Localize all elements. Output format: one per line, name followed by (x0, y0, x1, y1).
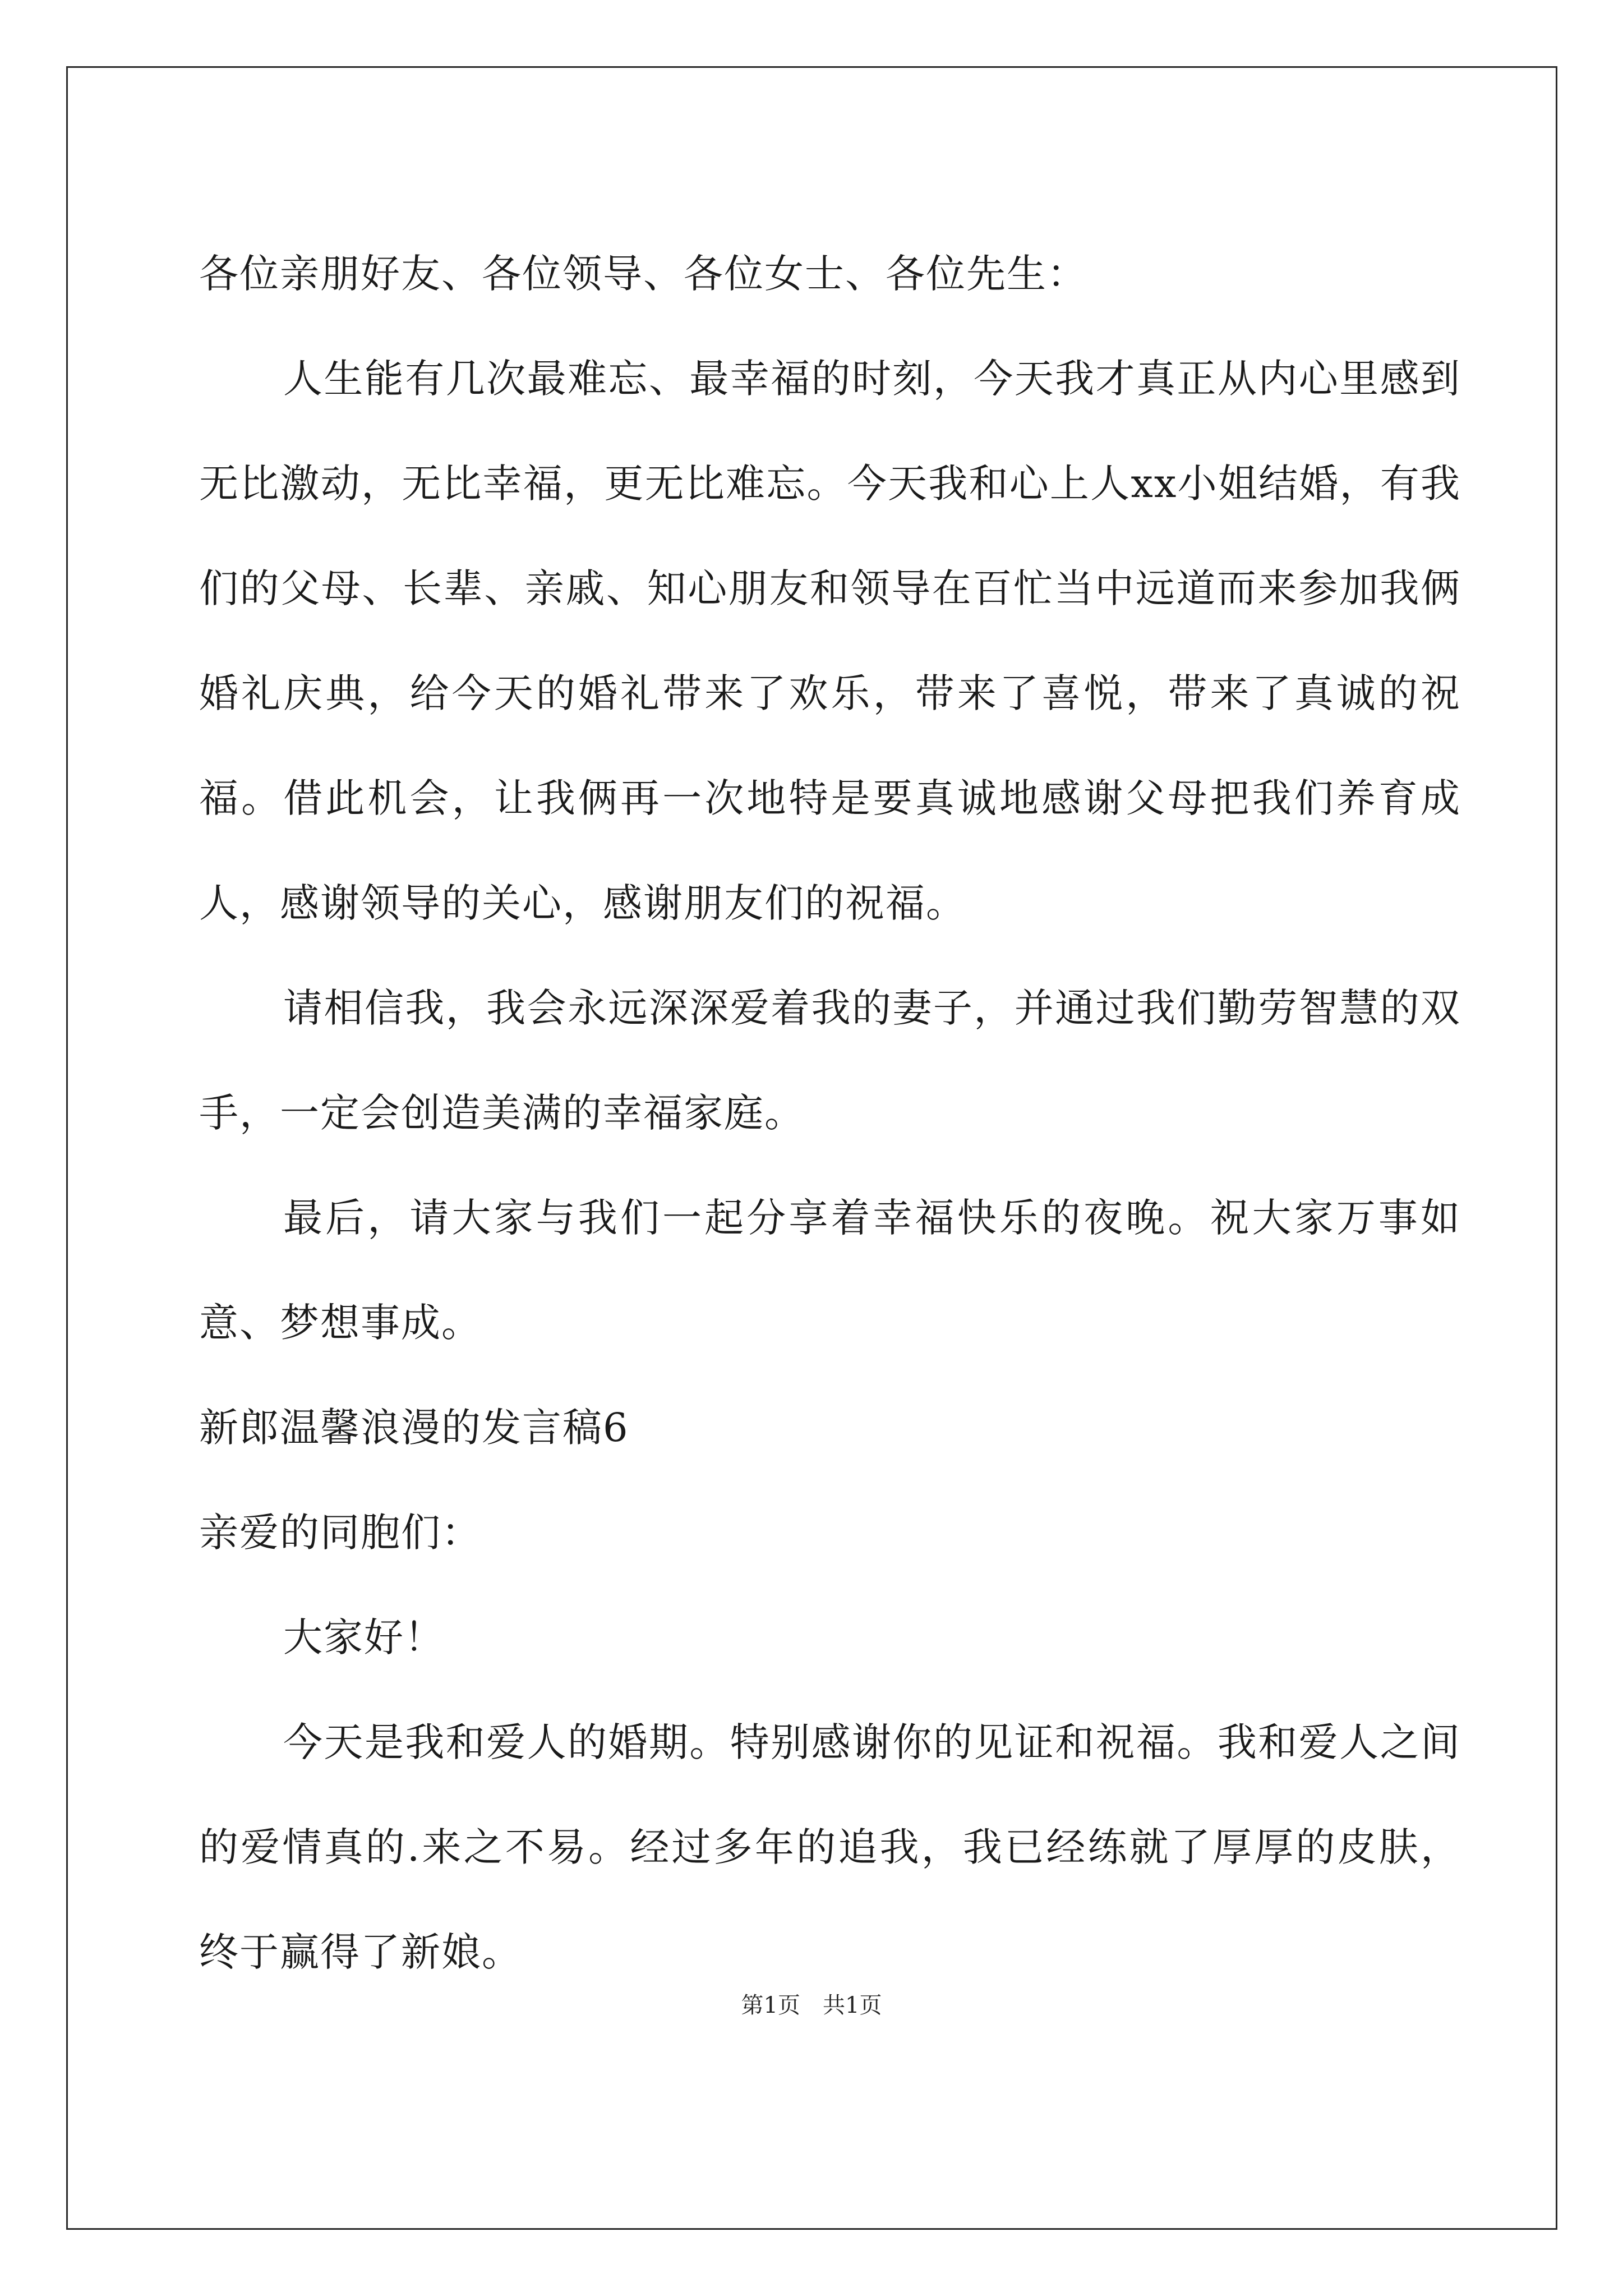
document-body (199, 222, 1461, 2005)
section-title: 新郎温馨浪漫的发言稿6 (199, 1405, 629, 1451)
paragraph-wedding-day: 今天是我和爱人的婚期。特别感谢你的见证和祝福。我和爱人之间的爱情真的.来之不易。经过多年的追我，我已经练就了厚厚的皮肤，终于赢得了新娘。 (199, 1719, 1461, 1975)
salutation-line: 各位亲朋好友、各位领导、各位女士、各位先生： (199, 251, 1087, 297)
greeting-line: 大家好！ (283, 1614, 445, 1660)
paragraph-closing: 最后，请大家与我们一起分享着幸福快乐的夜晚。祝大家万事如意、梦想事成。 (199, 1195, 1461, 1346)
page-number-footer: 第1页 共1页 (741, 1993, 882, 2018)
paragraph-gratitude: 人生能有几次最难忘、最幸福的时刻，今天我才真正从内心里感到无比激动，无比幸福，更无比难忘。今天我和心上人xx小姐结婚，有我们的父母、长辈、亲戚、知心朋友和领导在百忙当中远道而来参加我俩婚礼庆典，给今天的婚礼带来了欢乐，带来了喜悦，带来了真诚的祝福。借此机会，让我俩再一次地特是要真诚地感谢父母把我们养育成人，感谢领导的关心，感谢朋友们的祝福。 (199, 356, 1461, 926)
paragraph-promise: 请相信我，我会永远深深爱着我的妻子，并通过我们勤劳智慧的双手，一定会创造美满的幸福家庭。 (199, 985, 1461, 1136)
salutation-line-2: 亲爱的同胞们： (199, 1510, 482, 1556)
